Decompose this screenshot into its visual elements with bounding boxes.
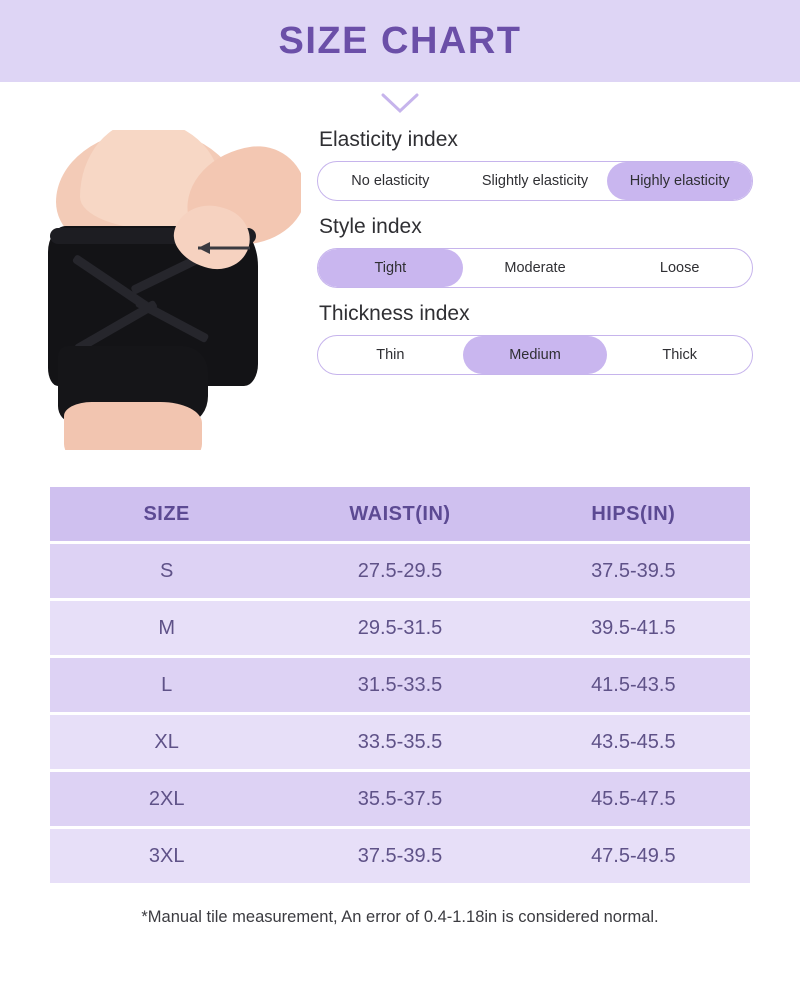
cell-waist: 37.5-39.5 xyxy=(283,829,516,883)
elasticity-index-title: Elasticity index xyxy=(319,128,458,151)
table-row xyxy=(50,544,750,598)
cell-hips: 45.5-47.5 xyxy=(517,772,750,826)
thickness-option-thin[interactable]: Thin xyxy=(376,347,405,363)
cell-size: L xyxy=(50,658,283,712)
elasticity-option-slightly[interactable]: Slightly elasticity xyxy=(481,173,589,189)
elasticity-index-block xyxy=(317,128,764,201)
thickness-index-options xyxy=(317,335,753,375)
product-image xyxy=(36,130,301,450)
cell-waist: 29.5-31.5 xyxy=(283,601,516,655)
size-table-wrap xyxy=(0,484,800,886)
table-header-row xyxy=(50,487,750,541)
elasticity-option-highly[interactable]: Highly elasticity xyxy=(607,162,752,200)
index-panels xyxy=(301,124,764,474)
page-title: SIZE CHART xyxy=(278,19,522,62)
measurement-note: *Manual tile measurement, An error of 0.4-1.18in is considered normal. xyxy=(141,908,659,926)
header-waist: WAIST(IN) xyxy=(283,487,516,541)
cell-waist: 35.5-37.5 xyxy=(283,772,516,826)
header-hips: HIPS(IN) xyxy=(517,487,750,541)
style-option-tight[interactable]: Tight xyxy=(318,249,463,287)
cell-size: S xyxy=(50,544,283,598)
cell-waist: 31.5-33.5 xyxy=(283,658,516,712)
cell-waist: 27.5-29.5 xyxy=(283,544,516,598)
left-arrow-icon xyxy=(184,238,254,258)
cell-hips: 39.5-41.5 xyxy=(517,601,750,655)
table-row xyxy=(50,829,750,883)
table-row xyxy=(50,772,750,826)
cell-size: 2XL xyxy=(50,772,283,826)
cell-size: M xyxy=(50,601,283,655)
header-size: SIZE xyxy=(50,487,283,541)
cell-hips: 47.5-49.5 xyxy=(517,829,750,883)
cell-hips: 37.5-39.5 xyxy=(517,544,750,598)
table-row xyxy=(50,601,750,655)
table-row xyxy=(50,715,750,769)
cell-hips: 43.5-45.5 xyxy=(517,715,750,769)
thickness-option-medium[interactable]: Medium xyxy=(463,336,608,374)
top-section xyxy=(0,124,800,474)
chevron-row xyxy=(0,82,800,124)
chevron-down-icon xyxy=(380,92,420,114)
table-row xyxy=(50,658,750,712)
cell-waist: 33.5-35.5 xyxy=(283,715,516,769)
cell-size: XL xyxy=(50,715,283,769)
style-option-loose[interactable]: Loose xyxy=(659,260,700,276)
style-index-title: Style index xyxy=(319,215,422,238)
elasticity-option-no[interactable]: No elasticity xyxy=(351,173,430,189)
elasticity-index-options xyxy=(317,161,753,201)
thickness-option-thick[interactable]: Thick xyxy=(662,347,697,363)
style-index-block xyxy=(317,215,764,288)
cell-hips: 41.5-43.5 xyxy=(517,658,750,712)
thickness-index-title: Thickness index xyxy=(319,302,470,325)
style-option-moderate[interactable]: Moderate xyxy=(504,260,566,276)
page-header xyxy=(0,0,800,82)
thigh-shape xyxy=(64,402,202,450)
style-index-options xyxy=(317,248,753,288)
cell-size: 3XL xyxy=(50,829,283,883)
thickness-index-block xyxy=(317,302,764,375)
size-table xyxy=(50,484,750,886)
